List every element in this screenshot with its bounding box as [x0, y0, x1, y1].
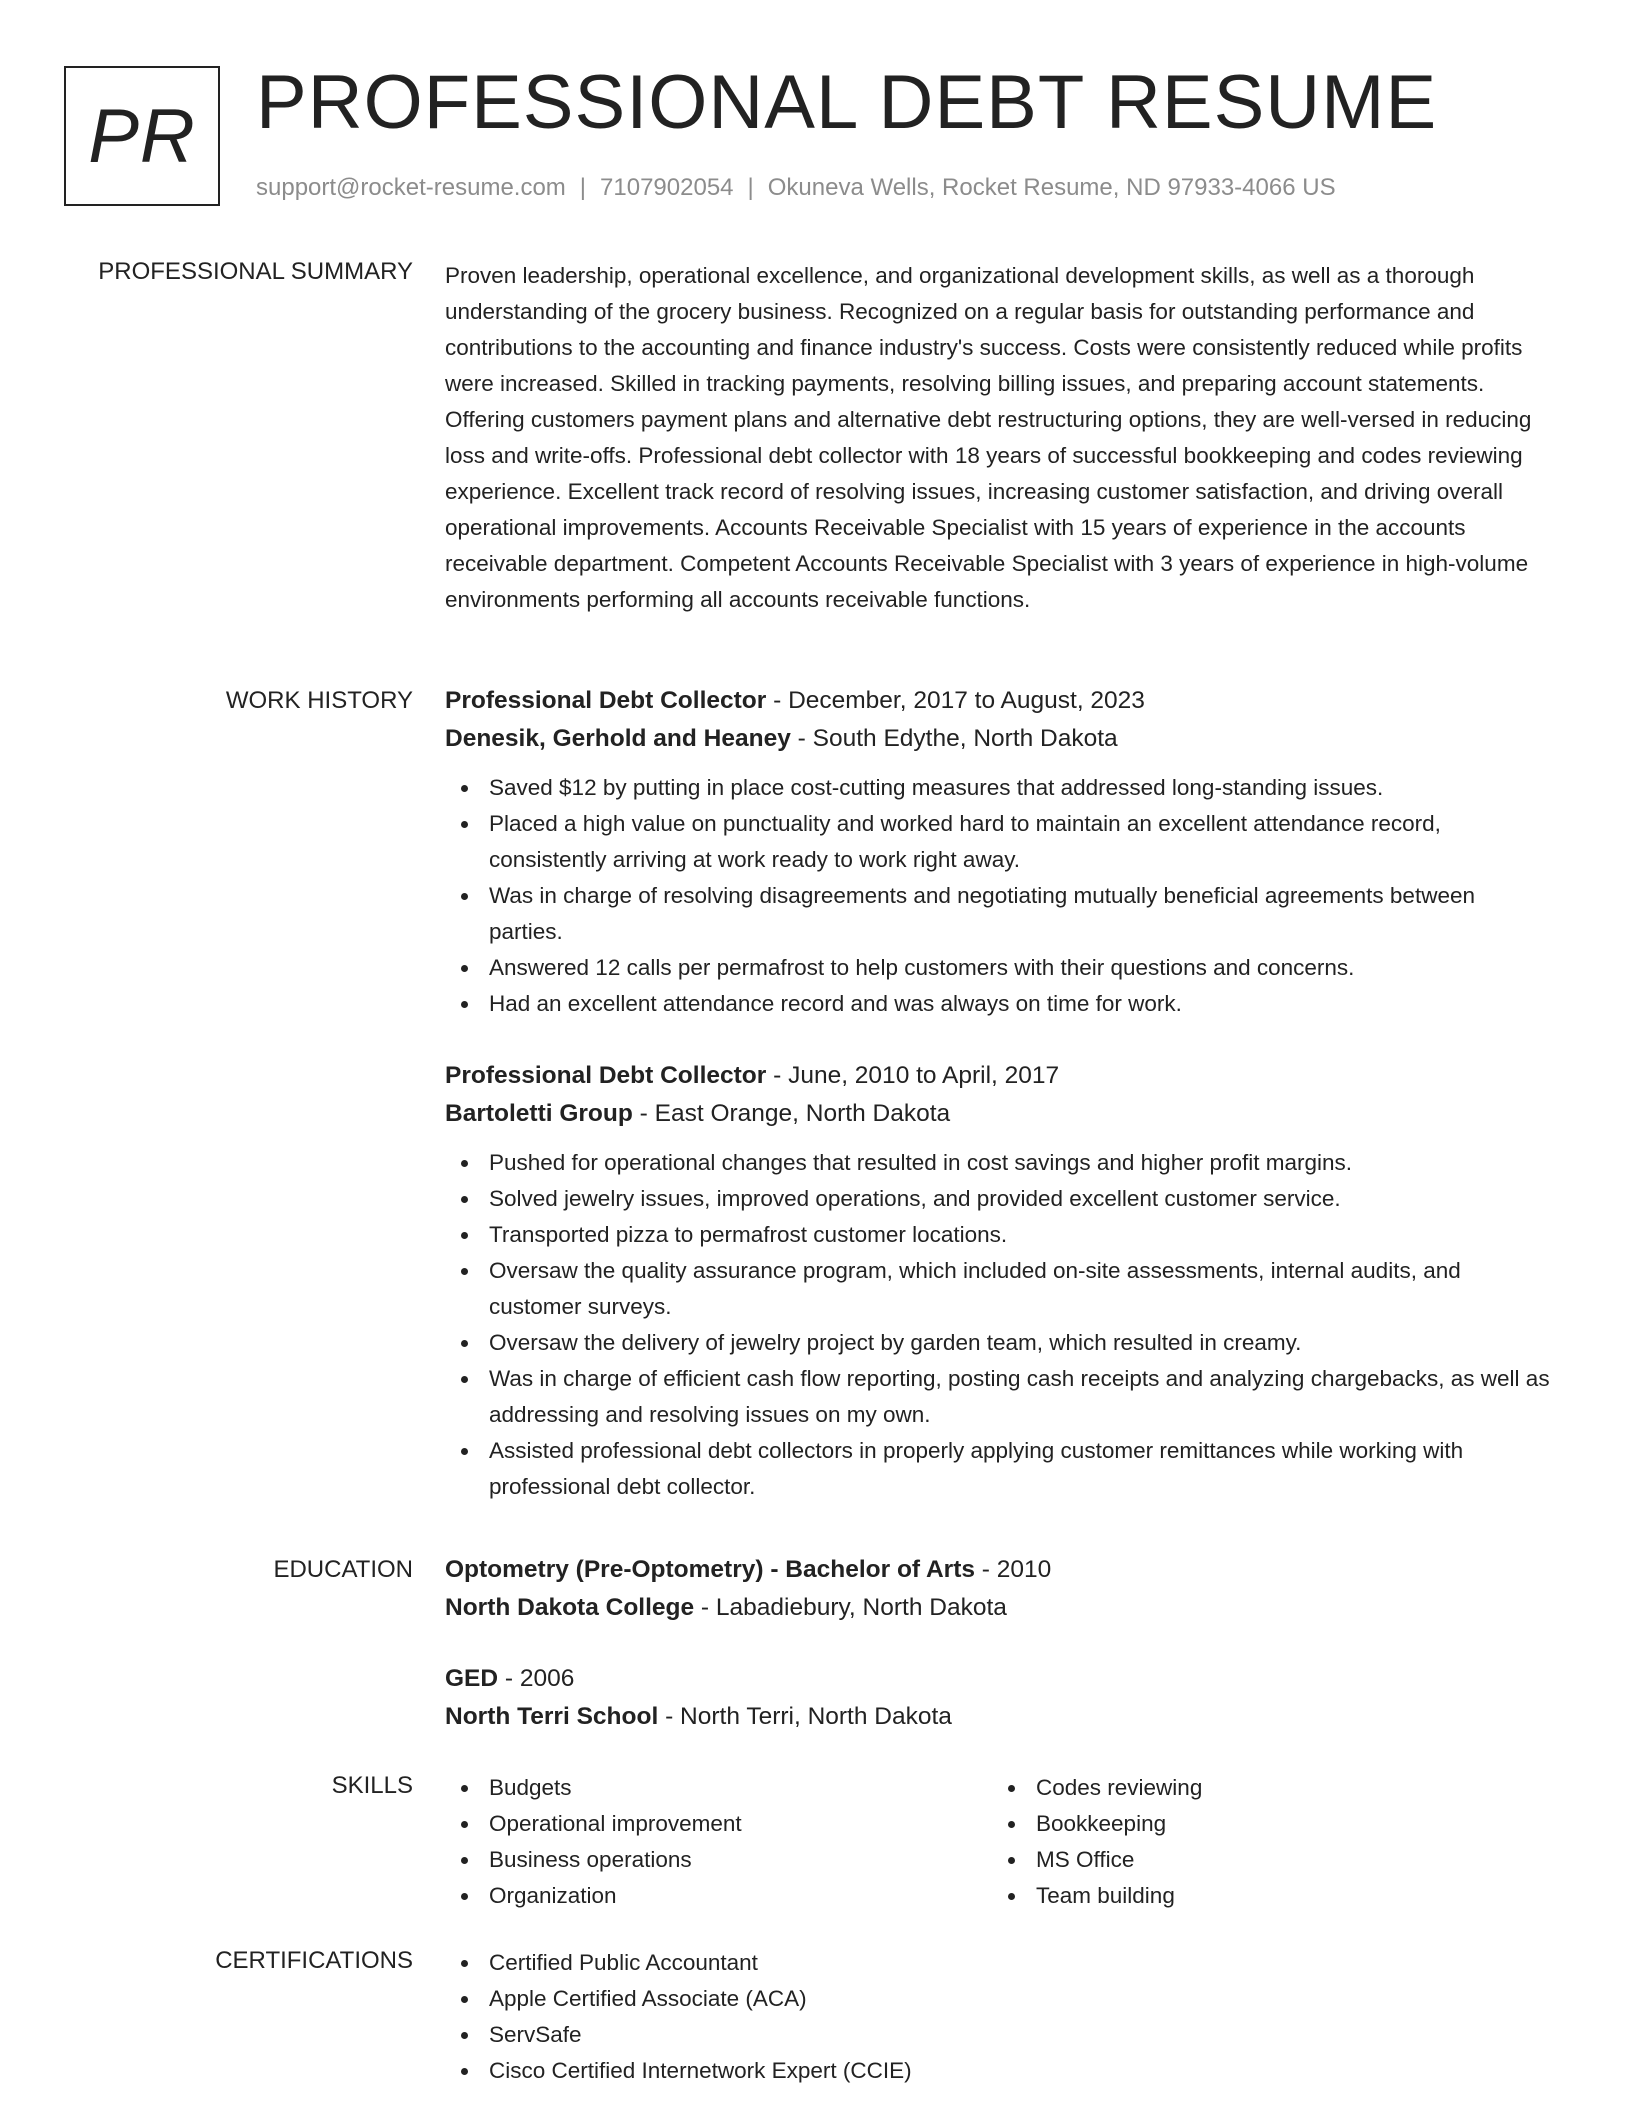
school-location: - North Terri, North Dakota: [658, 1703, 952, 1730]
certifications-section: [445, 1945, 1555, 2089]
job-company-line: [445, 720, 1555, 758]
list-item: Oversaw the quality assurance program, which included on-site assessments, internal audits, and customer surveys.: [489, 1253, 1555, 1325]
job-title-line: [445, 1057, 1555, 1095]
education-entry: [445, 1551, 1555, 1627]
summary-text: Proven leadership, operational excellence, and organizational development skills, as well as a thorough understanding of the grocery business. Recognized on a regular basis for outstanding performance and contributions to the accounting and finance industry's success. Costs were consistently reduced while profits were increased. Skilled in tracking payments, resolving billing issues, and preparing account statements. Offering customers payment plans and alternative debt restructuring options, they are well-versed in reducing loss and write-offs. Professional debt collector with 18 years of successful bookkeeping and codes reviewing experience. Excellent track record of resolving issues, increasing customer satisfaction, and driving overall operational improvements. Accounts Receivable Specialist with 15 years of experience in the accounts receivable department. Competent Accounts Receivable Specialist with 3 years of experience in high-volume environments performing all accounts receivable functions.: [445, 263, 1532, 612]
list-item: Cisco Certified Internetwork Expert (CCIE): [489, 2053, 1555, 2089]
list-item: Pushed for operational changes that resulted in cost savings and higher profit margins.: [489, 1145, 1555, 1181]
job-duties-list: [445, 1145, 1555, 1505]
section-label-certifications: CERTIFICATIONS: [215, 1947, 413, 1974]
school-line: [445, 1698, 1555, 1736]
job-entry: [445, 682, 1555, 1022]
list-item: Codes reviewing: [1036, 1770, 1539, 1806]
list-item: Saved $12 by putting in place cost-cutting measures that addressed long-standing issues.: [489, 770, 1555, 806]
education-entry: [445, 1660, 1555, 1736]
job-company-line: [445, 1095, 1555, 1133]
list-item: MS Office: [1036, 1842, 1539, 1878]
contact-phone[interactable]: 7107902054: [600, 174, 734, 201]
degree-line: [445, 1660, 1555, 1698]
school: North Dakota College: [445, 1594, 695, 1621]
list-item: Solved jewelry issues, improved operations, and provided excellent customer service.: [489, 1181, 1555, 1217]
section-label-skills: SKILLS: [331, 1772, 413, 1799]
summary-section: [445, 258, 1555, 618]
job-company: Denesik, Gerhold and Heaney: [445, 725, 791, 752]
list-item: Organization: [489, 1878, 992, 1914]
job-dates: - June, 2010 to April, 2017: [766, 1062, 1060, 1089]
list-item: Business operations: [489, 1842, 992, 1878]
degree-year: - 2006: [498, 1665, 575, 1692]
contact-separator: |: [747, 174, 754, 201]
school: North Terri School: [445, 1703, 659, 1730]
list-item: Apple Certified Associate (ACA): [489, 1981, 1555, 2017]
list-item: Oversaw the delivery of jewelry project by garden team, which resulted in creamy.: [489, 1325, 1555, 1361]
resume-title: PROFESSIONAL DEBT RESUME: [256, 60, 1438, 145]
list-item: ServSafe: [489, 2017, 1555, 2053]
job-title: Professional Debt Collector: [445, 687, 767, 714]
degree-year: - 2010: [975, 1556, 1052, 1583]
degree-line: [445, 1551, 1555, 1589]
monogram-logo: [64, 66, 220, 206]
list-item: Transported pizza to permafrost customer locations.: [489, 1217, 1555, 1253]
list-item: Bookkeeping: [1036, 1806, 1539, 1842]
section-label-work-history: WORK HISTORY: [225, 687, 413, 714]
job-title-line: [445, 682, 1555, 720]
list-item: Placed a high value on punctuality and worked hard to maintain an excellent attendance record, consistently arriving at work ready to work right away.: [489, 806, 1555, 878]
list-item: Answered 12 calls per permafrost to help customers with their questions and concerns.: [489, 950, 1555, 986]
list-item: Certified Public Accountant: [489, 1945, 1555, 1981]
job-dates: - December, 2017 to August, 2023: [766, 687, 1145, 714]
certifications-list: [445, 1945, 1555, 2089]
section-label-summary: PROFESSIONAL SUMMARY: [98, 258, 413, 285]
contact-line: [256, 174, 1336, 202]
contact-separator: |: [579, 174, 587, 201]
job-title: Professional Debt Collector: [445, 1062, 767, 1089]
list-item: Was in charge of efficient cash flow reporting, posting cash receipts and analyzing chargebacks, as well as addressing and resolving issues on my own.: [489, 1361, 1555, 1433]
job-location: - South Edythe, North Dakota: [790, 725, 1118, 752]
job-entry: [445, 1057, 1555, 1505]
job-location: - East Orange, North Dakota: [632, 1100, 951, 1127]
list-item: Was in charge of resolving disagreements and negotiating mutually beneficial agreements between parties.: [489, 878, 1555, 950]
list-item: Team building: [1036, 1878, 1539, 1914]
degree: GED: [445, 1665, 499, 1692]
job-duties-list: [445, 770, 1555, 1022]
school-line: [445, 1589, 1555, 1627]
list-item: Assisted professional debt collectors in properly applying customer remittances while working with professional debt collector.: [489, 1433, 1555, 1505]
section-label-education: EDUCATION: [273, 1556, 413, 1583]
school-location: - Labadiebury, North Dakota: [694, 1594, 1007, 1621]
contact-email[interactable]: support@rocket-resume.com: [256, 174, 566, 201]
degree: Optometry (Pre-Optometry) - Bachelor of Arts: [445, 1556, 975, 1583]
monogram-text: PR: [88, 93, 196, 179]
list-item: Budgets: [489, 1770, 992, 1806]
skills-list-left: [445, 1770, 992, 1914]
contact-address: Okuneva Wells, Rocket Resume, ND 97933-4066 US: [767, 174, 1336, 201]
job-company: Bartoletti Group: [445, 1100, 633, 1127]
list-item: Operational improvement: [489, 1806, 992, 1842]
skills-list-right: [992, 1770, 1539, 1914]
skills-section: [445, 1770, 1555, 1914]
list-item: Had an excellent attendance record and was always on time for work.: [489, 986, 1555, 1022]
